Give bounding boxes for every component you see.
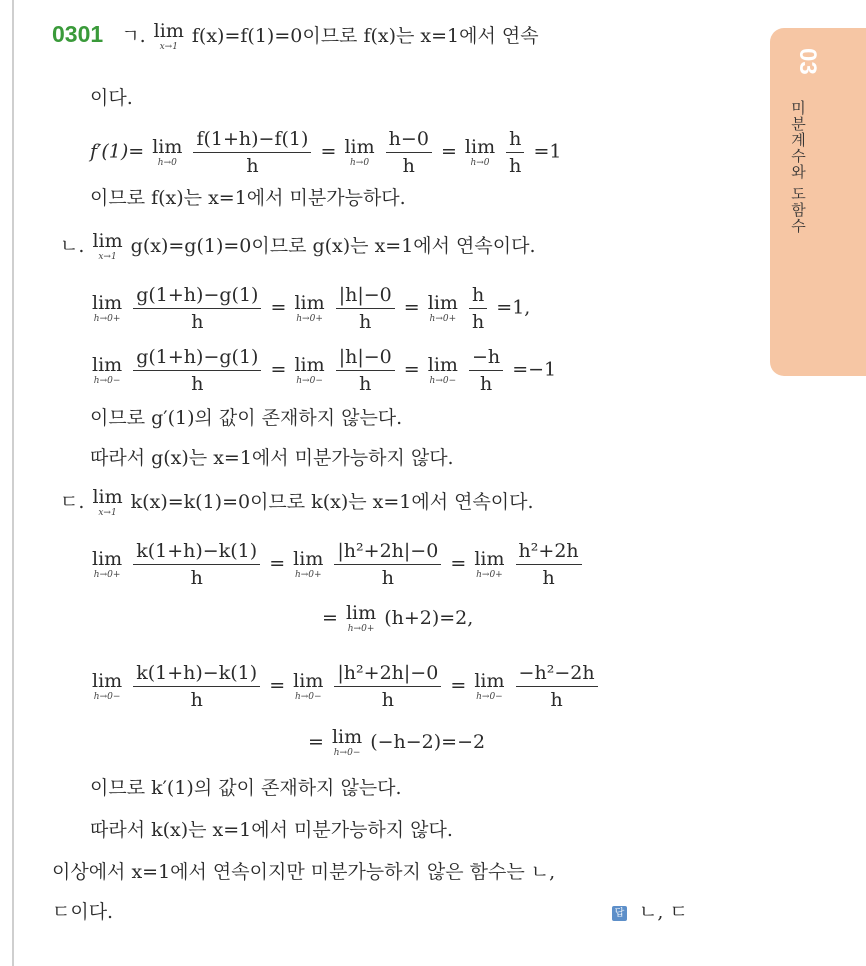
chapter-title: 미분계수와 도함수 (789, 100, 807, 234)
part-c-right-limit: lim h→0+ $\frac{k(1+h)-k(1)}{h}$ = lim h→0+ $\frac{\text{|h²+2h|−0}}{h}$ = lim h→0+ $\frac{\text{h²+2h}}{h}$ (90, 540, 585, 589)
lim-symbol: lim h→0 (152, 135, 183, 168)
fraction: $\frac{h}{h}$ (469, 284, 487, 333)
lim-symbol: lim x→1 (92, 486, 123, 518)
part-c-line5: 이므로 k′(1)의 값이 존재하지 않는다. (90, 777, 402, 799)
part-b-marker: ㄴ. (60, 235, 85, 257)
fraction: $\frac{\text{|h²+2h|−0}}{h}$ (334, 662, 441, 711)
part-b-line1 (60, 232, 536, 262)
lim-symbol: lim h→0− (92, 353, 123, 386)
summary-line1: 이상에서 x=1에서 연속이지만 미분가능하지 않은 함수는 ㄴ, (52, 861, 556, 883)
lim-symbol: lim x→1 (153, 20, 184, 52)
chapter-number: 03 (794, 48, 821, 75)
fraction: $\frac{|h|-0}{h}$ (336, 284, 395, 333)
margin-rule (12, 0, 14, 966)
part-b-left-limit: lim h→0− $\frac{g(1+h)-g(1)}{h}$ = lim h→0− $\frac{|h|-0}{h}$ = lim h→0− $\frac{-h}{h}$ =−1 (92, 346, 557, 395)
part-a-derivative: f′(1)= lim h→0 $\frac{f(1+h)-f(1)}{h}$ = lim h→0 $\frac{h-0}{h}$ = lim h→0 $\frac{h}{h}$ =1 (90, 128, 562, 177)
answer-value: ㄴ, ㄷ (639, 901, 688, 923)
fraction: $\frac{\text{−h²−2h}}{h}$ (516, 662, 598, 711)
part-a-text: f(x)=f(1)=0이므로 f(x)는 x=1에서 연속 (191, 25, 539, 47)
fraction: $\frac{|h|-0}{h}$ (336, 346, 395, 395)
lim-symbol: lim h→0− (427, 353, 458, 386)
fraction: $\frac{\text{h²+2h}}{h}$ (516, 540, 582, 589)
lim-symbol: lim h→0− (293, 669, 324, 702)
fraction: $\frac{k(1+h)-k(1)}{h}$ (133, 540, 260, 589)
part-a-cont: 이다. (90, 87, 133, 109)
part-c-line6: 따라서 k(x)는 x=1에서 미분가능하지 않다. (90, 819, 453, 841)
part-c-left-limit: lim h→0− $\frac{k(1+h)-k(1)}{h}$ = lim h→0− $\frac{\text{|h²+2h|−0}}{h}$ = lim h→0− $\frac{\text{−h²−2h}}{h}$ (90, 662, 601, 711)
part-a-line1 (52, 22, 539, 52)
lim-symbol: lim h→0+ (345, 602, 377, 634)
part-b-line4: 따라서 g(x)는 x=1에서 미분가능하지 않다. (90, 447, 454, 469)
part-b-text: g(x)=g(1)=0이므로 g(x)는 x=1에서 연속이다. (130, 235, 536, 257)
lim-symbol: lim h→0+ (293, 547, 324, 580)
lim-symbol: lim x→1 (92, 230, 123, 262)
lim-symbol: lim h→0 (464, 135, 496, 168)
fraction: $\frac{f(1+h)-f(1)}{h}$ (193, 128, 311, 177)
part-c-line1 (60, 488, 534, 518)
answer-icon: 답 (612, 906, 627, 921)
problem-number: 0301 (52, 21, 104, 47)
lim-symbol: lim h→0 (344, 135, 375, 168)
lim-symbol: lim h→0+ (474, 547, 505, 580)
fraction: $\frac{\text{|h²+2h|−0}}{h}$ (334, 540, 441, 589)
lim-symbol: lim h→0− (331, 726, 363, 758)
lim-symbol: lim h→0+ (294, 291, 325, 324)
part-c-marker: ㄷ. (60, 491, 85, 513)
part-c-left-limit-cont: = lim h→0− (−h−2)=−2 (308, 726, 486, 758)
lim-symbol: lim h→0+ (427, 291, 458, 324)
part-c-right-limit-cont: = lim h→0+ (h+2)=2, (322, 602, 474, 634)
fraction: $\frac{k(1+h)-k(1)}{h}$ (133, 662, 260, 711)
lim-symbol: lim h→0− (92, 669, 123, 702)
lim-symbol: lim h→0+ (92, 291, 123, 324)
part-a-marker: ㄱ. (121, 25, 146, 47)
summary-line2: ㄷ이다. (52, 901, 114, 923)
fraction: $\frac{-h}{h}$ (469, 346, 503, 395)
fraction: $\frac{g(1+h)-g(1)}{h}$ (133, 284, 261, 333)
part-c-text: k(x)=k(1)=0이므로 k(x)는 x=1에서 연속이다. (130, 491, 534, 513)
fraction: $\frac{g(1+h)-g(1)}{h}$ (133, 346, 261, 395)
part-b-line3: 이므로 g′(1)의 값이 존재하지 않는다. (90, 407, 403, 429)
answer (612, 900, 688, 924)
part-a-conclusion: 이므로 f(x)는 x=1에서 미분가능하다. (90, 187, 406, 209)
lim-symbol: lim h→0− (474, 669, 505, 702)
part-b-right-limit: lim h→0+ $\frac{g(1+h)-g(1)}{h}$ = lim h→0+ $\frac{|h|-0}{h}$ = lim h→0+ $\frac{h}{h}$ =1, (92, 284, 531, 333)
lim-symbol: lim h→0− (294, 353, 325, 386)
lim-symbol: lim h→0+ (92, 547, 123, 580)
fraction: $\frac{h-0}{h}$ (386, 128, 432, 177)
fraction: $\frac{h}{h}$ (506, 128, 524, 177)
